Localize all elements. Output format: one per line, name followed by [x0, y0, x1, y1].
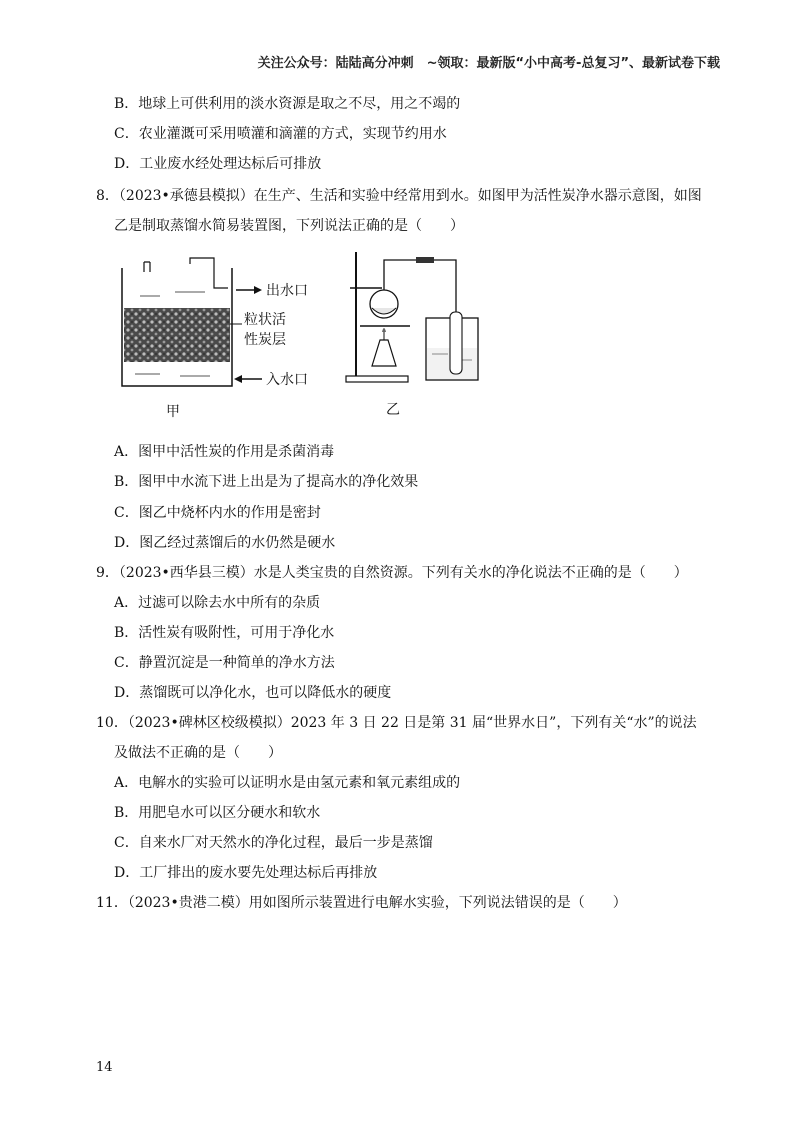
caption-jia: 甲 [166, 404, 180, 420]
outlet-label: 出水口 [266, 283, 308, 299]
q8-option-c: C．图乙中烧杯内水的作用是密封 [114, 505, 321, 521]
q8-figure [110, 248, 490, 428]
carbon-filter-apparatus [122, 258, 308, 420]
q9-stem: 9．（2023•西华县三模）水是人类宝贵的自然资源。下列有关水的净化说法不正确的是（ ） [96, 565, 688, 581]
q8-option-d: D．图乙经过蒸馏后的水仍然是硬水 [114, 535, 336, 551]
outlet-tube [190, 258, 228, 288]
page-number: 14 [96, 1060, 113, 1075]
distillation-apparatus [346, 252, 478, 418]
q10-option-d: D．工厂排出的废水要先处理达标后再排放 [114, 865, 378, 881]
test-tube [450, 312, 462, 374]
q7-option-c: C．农业灌溉可采用喷灌和滴灌的方式，实现节约用水 [114, 126, 447, 142]
q10-option-c: C．自来水厂对天然水的净化过程，最后一步是蒸馏 [114, 835, 433, 851]
q10-option-b: B．用肥皂水可以区分硬水和软水 [114, 805, 321, 821]
q9-option-d: D．蒸馏既可以净化水，也可以降低水的硬度 [114, 685, 392, 701]
q10-option-a: A．电解水的实验可以证明水是由氢元素和氧元素组成的 [114, 775, 461, 791]
q10-stem-line1: 10．（2023•碑林区校级模拟）2023 年 3 日 22 日是第 31 届“世界水日”，下列有关“水”的说法 [96, 715, 697, 731]
carbon-label-line1: 粒状活 [244, 312, 286, 328]
alcohol-lamp [372, 340, 396, 366]
water-apparatus-diagram [110, 248, 490, 428]
carbon-layer [124, 308, 230, 362]
q11-stem: 11．（2023•贵港二模）用如图所示装置进行电解水实验，下列说法错误的是（ ） [96, 895, 627, 911]
rubber-joint [416, 257, 434, 263]
inlet-label: 入水口 [266, 372, 308, 388]
page-header: 关注公众号：陆陆高分冲刺 ~领取：最新版“小中高考-总复习”、最新试卷下载 [257, 56, 720, 71]
q7-option-d: D．工业废水经处理达标后可排放 [114, 156, 322, 172]
q9-option-c: C．静置沉淀是一种简单的净水方法 [114, 655, 335, 671]
stand-base [346, 376, 408, 382]
q9-option-a: A．过滤可以除去水中所有的杂质 [114, 595, 321, 611]
top-tube [144, 262, 150, 272]
caption-yi: 乙 [386, 402, 400, 418]
carbon-label-line2: 性炭层 [244, 332, 286, 348]
q7-option-b: B．地球上可供利用的淡水资源是取之不尽，用之不竭的 [114, 96, 461, 112]
q8-stem-line2: 乙是制取蒸馏水简易装置图，下列说法正确的是（ ） [114, 218, 464, 234]
q8-option-a: A．图甲中活性炭的作用是杀菌消毒 [114, 444, 335, 460]
q9-option-b: B．活性炭有吸附性，可用于净化水 [114, 625, 335, 641]
q10-stem-line2: 及做法不正确的是（ ） [114, 745, 282, 761]
q8-stem-line1: 8．（2023•承德县模拟）在生产、生活和实验中经常用到水。如图甲为活性炭净水器示意图，如图 [96, 188, 702, 204]
q8-option-b: B．图甲中水流下进上出是为了提高水的净化效果 [114, 474, 419, 490]
